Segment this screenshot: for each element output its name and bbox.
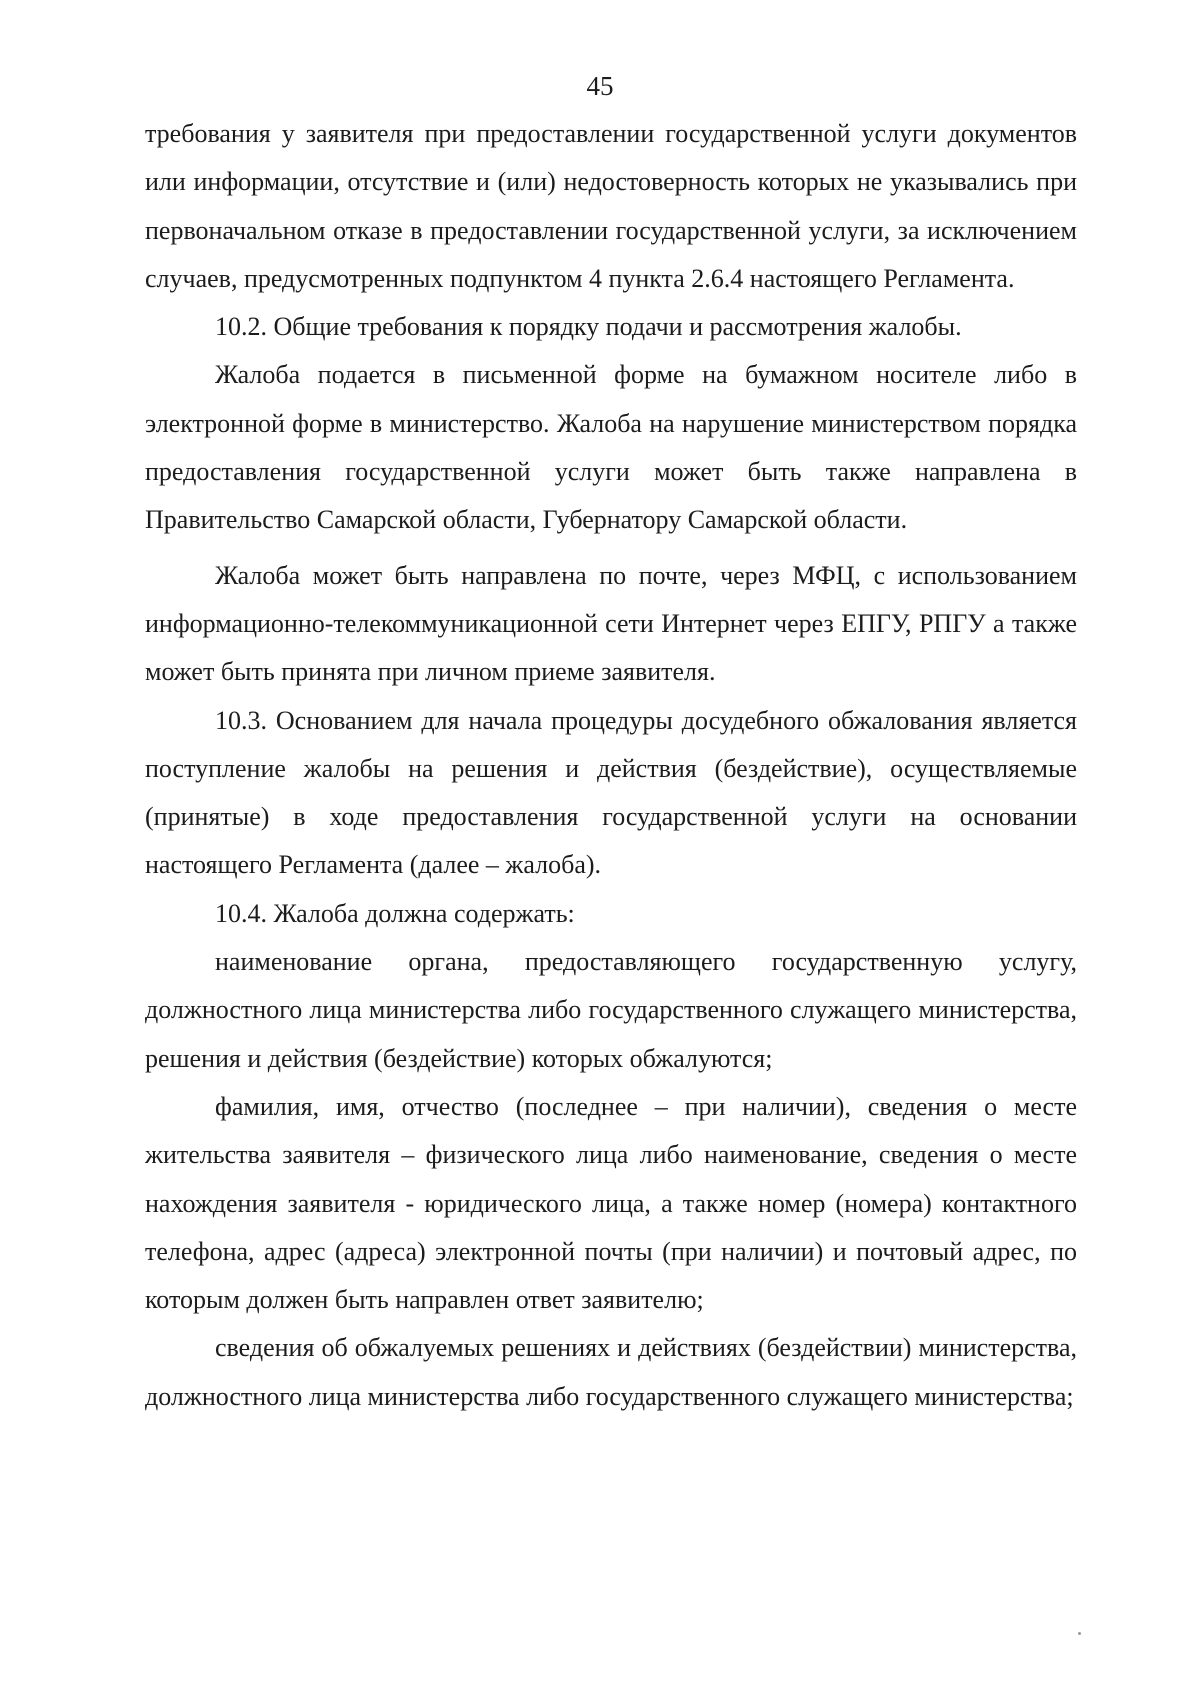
paragraph-complaint-form: Жалоба подается в письменной форме на бумажном носителе либо в электронной форме в министерство. Жалоба на нарушение министерством порядка предоставления государственной услуги может быть также направлена в Правительство Самарской области, Губернатору Самарской области. bbox=[145, 360, 1077, 535]
paragraph-continuation: требования у заявителя при предоставлении государственной услуги документов или информации, отсутствие и (или) недостоверность которых не указывались при первоначальном отказе в предоставлении государственной услуги, за исключением случаев, предусмотренных подпунктом 4 пункта 2.6.4 настоящего Регламента. bbox=[145, 119, 1077, 293]
page-number: 45 bbox=[586, 71, 614, 101]
document-body bbox=[145, 110, 1077, 1421]
paragraph-item-applicant-details: фамилия, имя, отчество (последнее – при наличии), сведения о месте жительства заявителя – физического лица либо наименование, сведения о месте нахождения заявителя - юридического лица, а также номер (номера) контактного телефона, адрес (адреса) электронной почты (при наличии) и почтовый адрес, по которым должен быть направлен ответ заявителю; bbox=[145, 1091, 1077, 1315]
paragraph-item-appealed-decisions: сведения об обжалуемых решениях и действиях (бездействии) министерства, должностного лица министерства либо государственного служащего министерства; bbox=[145, 1333, 1077, 1411]
paragraph-section-10-3: 10.3. Основанием для начала процедуры досудебного обжалования является поступление жалобы на решения и действия (бездействие), осуществляемые (принятые) в ходе предоставления государственной услуги на основании настоящего Регламента (далее – жалоба). bbox=[145, 705, 1077, 880]
scan-speck bbox=[1078, 1632, 1081, 1635]
paragraph-section-10-4-heading: 10.4. Жалоба должна содержать: bbox=[215, 898, 575, 928]
paragraph-section-10-2-heading: 10.2. Общие требования к порядку подачи и рассмотрения жалобы. bbox=[215, 312, 962, 342]
paragraph-complaint-channels: Жалоба может быть направлена по почте, через МФЦ, с использованием информационно-телекоммуникационной сети Интернет через ЕПГУ, РПГУ а также может быть принята при личном приеме заявителя. bbox=[145, 560, 1077, 687]
paragraph-item-authority: наименование органа, предоставляющего государственную услугу, должностного лица министерства либо государственного служащего министерства, решения и действия (бездействие) которых обжалуются; bbox=[145, 947, 1077, 1073]
